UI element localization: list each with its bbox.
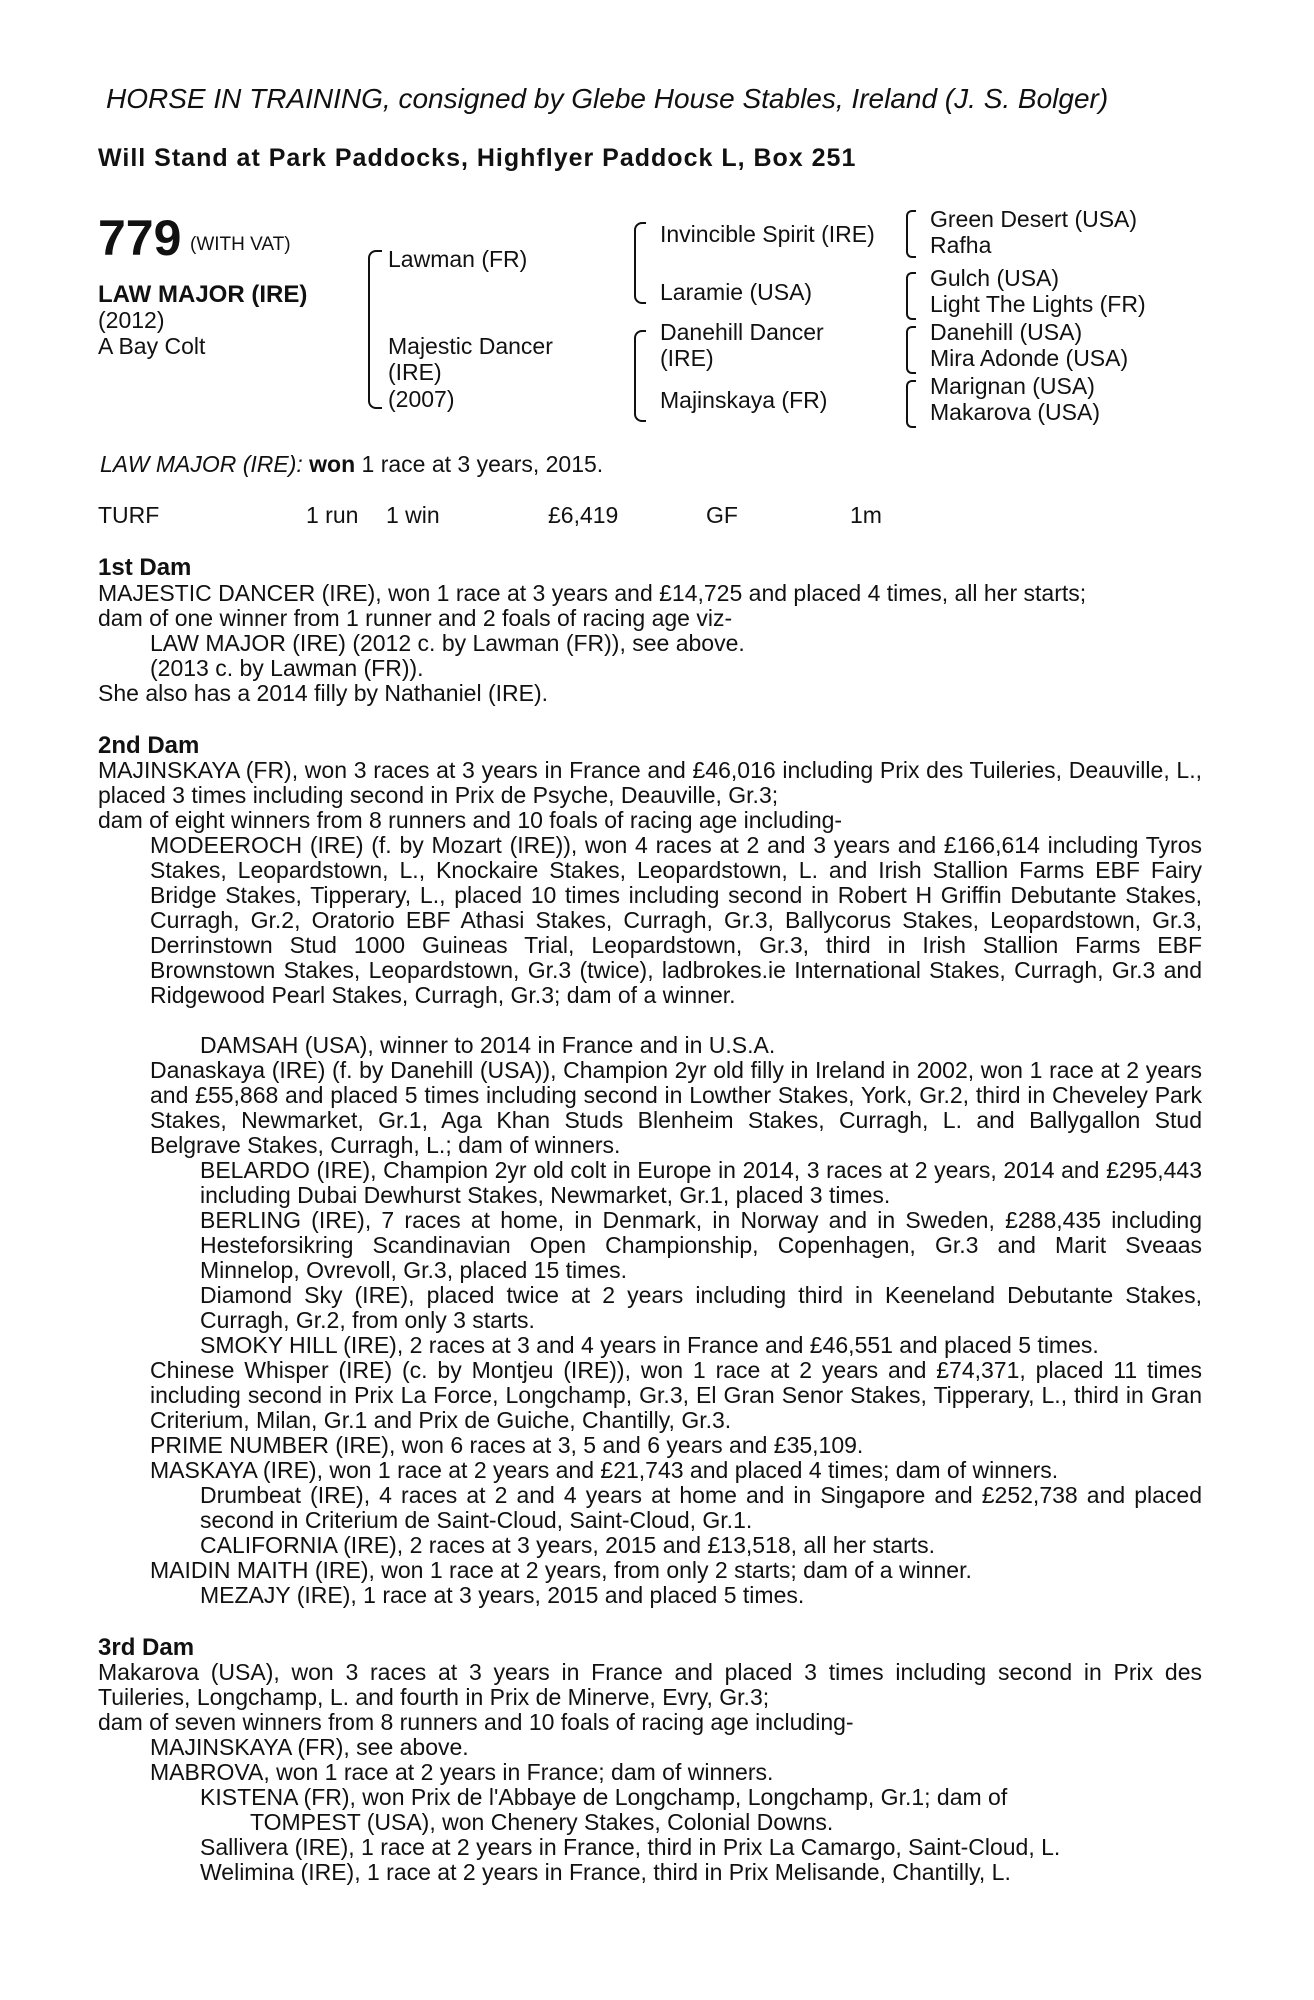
second-dam-para-3: MODEEROCH (IRE) (f. by Mozart (IRE)), won 4 races at 2 and 3 years and £166,614 including Tyros Stakes, Leopardstown, L., Knockaire Stakes, Leopardstown, L. and Irish Stallion Farms EBF Fairy Bridge Stakes, Tipperary, L., placed 10 times including second in Robert H Griffin Debutante Stakes, Curragh, Gr.2, Oratorio EBF Athasi Stakes, Curragh, Gr.3, Ballycorus Stakes, Leopardstown, Gr.3, Derrinstown Stud 1000 Guineas Trial, Leopardstown, Gr.3, third in Irish Stallion Farms EBF Brownstown Stakes, Leopardstown, Gr.3 (twice), ladbrokes.ie International Stakes, Curragh, Gr.3 and Ridgewood Pearl Stakes, Curragh, Gr.3; dam of a winner. bbox=[150, 832, 1202, 1008]
foaling-year: (2012) bbox=[98, 307, 165, 333]
second-dam-para-5: Danaskaya (IRE) (f. by Danehill (USA)), Champion 2yr old filly in Ireland in 2002, won 1 race at 2 years and £55,868 and placed 5 times including second in Lowther Stakes, York, Gr.2, third in Cheveley Park Stakes, Newmarket, Gr.1, Aga Khan Studs Blenheim Stakes, Curragh, L. and Ballygallon Stud Belgrave Stakes, Curragh, L.; dam of winners. bbox=[150, 1057, 1202, 1158]
first-dam-heading: 1st Dam bbox=[98, 554, 192, 581]
third-dam-heading: 3rd Dam bbox=[98, 1634, 195, 1661]
pedigree-brace-ss bbox=[906, 210, 916, 258]
second-dam-para-2: dam of eight winners from 8 runners and 10 foals of racing age including- bbox=[98, 807, 843, 833]
second-dam-para-15: MAIDIN MAITH (IRE), won 1 race at 2 years, from only 2 starts; dam of a winner. bbox=[150, 1557, 972, 1583]
second-dam-para-14: CALIFORNIA (IRE), 2 races at 3 years, 2015 and £13,518, all her starts. bbox=[200, 1532, 936, 1558]
stable-location: Will Stand at Park Paddocks, Highflyer Paddock L, Box 251 bbox=[98, 144, 857, 172]
turf-distance: 1m bbox=[850, 502, 882, 528]
pedigree-dam-country: (IRE) bbox=[388, 359, 442, 385]
third-dam-para-3: MAJINSKAYA (FR), see above. bbox=[150, 1734, 469, 1760]
third-dam-para-1: Makarova (USA), won 3 races at 3 years in France and placed 3 times including second in Prix des Tuileries, Longchamp, L. and fourth in Prix de Minerve, Evry, Gr.3; bbox=[98, 1659, 1202, 1710]
second-dam-para-6: BELARDO (IRE), Champion 2yr old colt in Europe in 2014, 3 races at 2 years, 2014 and £295,443 including Dubai Dewhurst Stakes, Newmarket, Gr.1, placed 3 times. bbox=[200, 1157, 1202, 1208]
pedigree-dam-sire: Danehill Dancer bbox=[660, 319, 824, 345]
second-dam-para-1: MAJINSKAYA (FR), won 3 races at 3 years in France and £46,016 including Prix des Tuileries, Deauville, L., placed 3 times including second in Prix de Psyche, Deauville, Gr.3; bbox=[98, 757, 1202, 808]
first-dam-line-2: dam of one winner from 1 runner and 2 foals of racing age viz- bbox=[98, 605, 733, 631]
second-dam-para-9: SMOKY HILL (IRE), 2 races at 3 and 4 years in France and £46,551 and placed 5 times. bbox=[200, 1332, 1099, 1358]
pedigree-dam-sire-country: (IRE) bbox=[660, 345, 714, 371]
second-dam-para-16: MEZAJY (IRE), 1 race at 3 years, 2015 and placed 5 times. bbox=[200, 1582, 805, 1608]
second-dam-heading: 2nd Dam bbox=[98, 732, 200, 759]
third-dam-para-4: MABROVA, won 1 race at 2 years in France; dam of winners. bbox=[150, 1759, 774, 1785]
pedigree-brace-dd bbox=[906, 380, 916, 428]
pedigree-dam-year: (2007) bbox=[388, 386, 455, 412]
pedigree-dam-dam: Majinskaya (FR) bbox=[660, 387, 828, 413]
second-dam-para-4: DAMSAH (USA), winner to 2014 in France and in U.S.A. bbox=[200, 1032, 776, 1058]
horse-description: A Bay Colt bbox=[98, 333, 206, 359]
catalogue-header: HORSE IN TRAINING, consigned by Glebe House Stables, Ireland (J. S. Bolger) bbox=[106, 83, 1109, 114]
turf-prize: £6,419 bbox=[548, 502, 619, 528]
pedigree-sire: Lawman (FR) bbox=[388, 246, 528, 272]
second-dam-para-10: Chinese Whisper (IRE) (c. by Montjeu (IRE)), won 1 race at 2 years and £74,371, placed 11 times including second in Prix La Force, Longchamp, Gr.3, El Gran Senor Stakes, Tipperary, L., third in Gran Criterium, Milan, Gr.1 and Prix de Guiche, Chantilly, Gr.3. bbox=[150, 1357, 1202, 1433]
pedigree-g3-1: Green Desert (USA) bbox=[930, 206, 1138, 232]
pedigree-g3-6: Mira Adonde (USA) bbox=[930, 345, 1129, 371]
pedigree-dam: Majestic Dancer bbox=[388, 333, 553, 359]
race-record: LAW MAJOR (IRE): won 1 race at 3 years, 2015. bbox=[100, 451, 604, 477]
second-dam-para-12: MASKAYA (IRE), won 1 race at 2 years and £21,743 and placed 4 times; dam of winners. bbox=[150, 1457, 1059, 1483]
pedigree-sire-dam: Laramie (USA) bbox=[660, 279, 813, 305]
second-dam-para-13: Drumbeat (IRE), 4 races at 2 and 4 years at home and in Singapore and £252,738 and placed second in Criterium de Saint-Cloud, Saint-Cloud, Gr.1. bbox=[200, 1482, 1202, 1533]
third-dam-para-5: KISTENA (FR), won Prix de l'Abbaye de Longchamp, Longchamp, Gr.1; dam of bbox=[200, 1784, 1008, 1810]
pedigree-brace-dam bbox=[634, 330, 646, 422]
third-dam-para-2: dam of seven winners from 8 runners and 10 foals of racing age including- bbox=[98, 1709, 854, 1735]
turf-wins: 1 win bbox=[386, 502, 440, 528]
record-won: won bbox=[309, 451, 356, 477]
horse-name: LAW MAJOR (IRE) bbox=[98, 281, 308, 308]
first-dam-line-5: She also has a 2014 filly by Nathaniel (IRE). bbox=[98, 680, 549, 706]
second-dam-para-7: BERLING (IRE), 7 races at home, in Denmark, in Norway and in Sweden, £288,435 including Hesteforsikring Scandinavian Open Championship, Copenhagen, Gr.3 and Marit Sveaas Minnelop, Ovrevoll, Gr.3, placed 15 times. bbox=[200, 1207, 1202, 1283]
pedigree-brace-ds bbox=[906, 326, 916, 374]
turf-runs: 1 run bbox=[306, 502, 359, 528]
pedigree-g3-3: Gulch (USA) bbox=[930, 265, 1060, 291]
third-dam-para-8: Welimina (IRE), 1 race at 2 years in France, third in Prix Melisande, Chantilly, L. bbox=[200, 1859, 1011, 1885]
pedigree-brace-sire bbox=[634, 222, 646, 304]
record-detail: 1 race at 3 years, 2015. bbox=[361, 451, 604, 477]
first-dam-line-3: LAW MAJOR (IRE) (2012 c. by Lawman (FR)), see above. bbox=[150, 630, 745, 656]
turf-label: TURF bbox=[98, 502, 160, 528]
pedigree-g3-5: Danehill (USA) bbox=[930, 319, 1083, 345]
lot-number: 779 bbox=[98, 210, 182, 266]
pedigree-g3-4: Light The Lights (FR) bbox=[930, 291, 1146, 317]
pedigree-g3-7: Marignan (USA) bbox=[930, 373, 1095, 399]
first-dam-line-4: (2013 c. by Lawman (FR)). bbox=[150, 655, 424, 681]
pedigree-g3-8: Makarova (USA) bbox=[930, 399, 1100, 425]
turf-going: GF bbox=[706, 502, 738, 528]
first-dam-line-1: MAJESTIC DANCER (IRE), won 1 race at 3 years and £14,725 and placed 4 times, all her starts; bbox=[98, 580, 1087, 606]
third-dam-para-7: Sallivera (IRE), 1 race at 2 years in France, third in Prix La Camargo, Saint-Cloud, L. bbox=[200, 1834, 1061, 1860]
third-dam-para-6: TOMPEST (USA), won Chenery Stakes, Colonial Downs. bbox=[250, 1809, 834, 1835]
record-horse-name: LAW MAJOR (IRE) bbox=[100, 451, 297, 477]
pedigree-brace-1 bbox=[368, 250, 382, 409]
pedigree-sire-sire: Invincible Spirit (IRE) bbox=[660, 221, 875, 247]
vat-note: (WITH VAT) bbox=[190, 234, 291, 255]
pedigree-g3-2: Rafha bbox=[930, 232, 992, 258]
second-dam-para-8: Diamond Sky (IRE), placed twice at 2 years including third in Keeneland Debutante Stakes, Curragh, Gr.2, from only 3 starts. bbox=[200, 1282, 1202, 1333]
second-dam-para-11: PRIME NUMBER (IRE), won 6 races at 3, 5 and 6 years and £35,109. bbox=[150, 1432, 864, 1458]
pedigree-brace-sd bbox=[906, 272, 916, 320]
